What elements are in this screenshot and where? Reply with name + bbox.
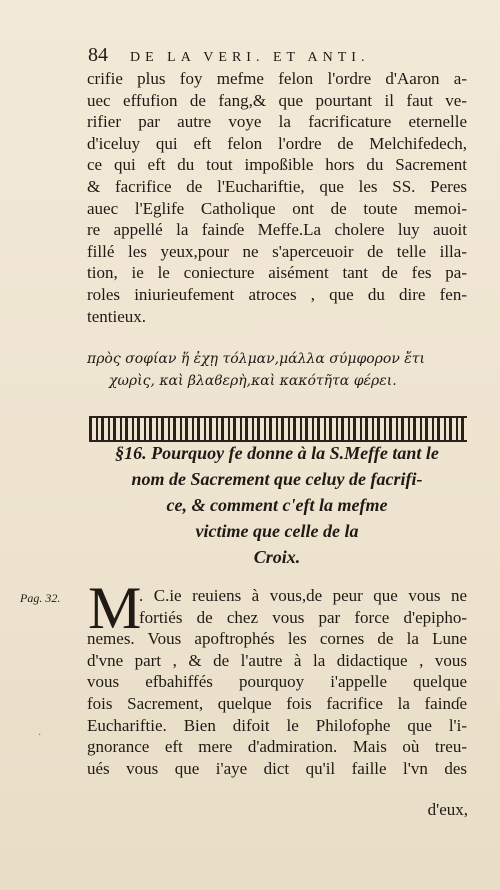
text-line: fillé les yeux,pour ne s'aperceuoir de telle illa- xyxy=(87,241,467,261)
section-title-line: §16. Pourquoy fe donne à la S.Meffe tant le xyxy=(115,443,439,463)
running-head: DE LA VERI. ET ANTI. xyxy=(130,50,370,65)
section-title-line: victime que celle de la xyxy=(195,521,359,541)
decorative-ornament-band xyxy=(89,416,467,442)
text-line: fois Sacrement, quelque fois facrifice la fainɗe xyxy=(87,693,467,713)
text-line: vous efbahiffés pourquoy i'appelle quelque xyxy=(87,672,467,692)
page-header xyxy=(88,44,468,70)
text-line: auec l'Eglife Catholique ont de toute memoi- xyxy=(87,198,467,218)
greek-quotation xyxy=(87,348,467,392)
section-title-line: nom de Sacrement que celuy de facrifi- xyxy=(131,469,423,489)
text-line: d'vne part , & de l'autre à la didactique , vous xyxy=(87,650,467,670)
section-title-line: Croix. xyxy=(253,547,301,567)
text-line: tentieux. xyxy=(87,306,147,326)
text-line: . C.ie reuiens à vous,de peur que vous ne xyxy=(139,586,467,605)
text-line: crifie plus foy mefme felon l'ordre d'Aaron a- xyxy=(87,69,467,88)
margin-note: Pag. 32. xyxy=(20,591,61,605)
greek-line: πρὸς σοφίαν ἥ ἐχῃ τόλμαν,μάλλα σύμφορον ἔτι xyxy=(87,351,426,367)
text-line: roles iniurieufement atroces , que du dire fen- xyxy=(87,284,467,304)
text-line: gnorance eft mere d'admiration. Mais où treu- xyxy=(87,737,467,757)
paragraph-2 xyxy=(87,585,467,779)
text-line: rifier par autre voye la facrificature eternelle xyxy=(87,112,467,132)
section-title xyxy=(86,440,468,570)
text-line: tion, ie le coniecture aisément tant de fes pa- xyxy=(87,263,467,283)
drop-capital: M xyxy=(88,575,142,641)
text-line: nemes. Vous apoftrophés les cornes de la Lune xyxy=(87,629,467,649)
page-number: 84 xyxy=(88,44,108,66)
text-line: uec effufion de fang,& que pourtant il faut ve- xyxy=(87,90,467,110)
text-line: fortiés de chez vous par force d'epipho- xyxy=(139,607,467,627)
text-line: re appellé la fainɗe Meffe.La cholere luy auoit xyxy=(87,220,467,240)
text-line: d'iceluy qui eft felon l'ordre de Melchifedech, xyxy=(87,133,467,153)
text-line: ués vous que i'aye dict qu'il faille l'vn des xyxy=(87,758,467,778)
paragraph-1 xyxy=(87,68,467,327)
text-line: Euchariftie. Bien difoit le Philofophe que l'i- xyxy=(87,715,467,735)
section-title-line: ce, & comment c'eft la mefme xyxy=(166,495,388,515)
margin-mark: · xyxy=(38,730,42,741)
catchword: d'eux, xyxy=(427,800,468,819)
text-line: ce qui eft du tout impoßible hors du Sacrement xyxy=(87,155,467,175)
greek-line: χωρὶς, καὶ βλαϐερὴ,καὶ κακότη̃τα φέρει. xyxy=(109,373,397,389)
text-line: & facrifice de l'Euchariftie, que les SS. Peres xyxy=(87,176,467,196)
